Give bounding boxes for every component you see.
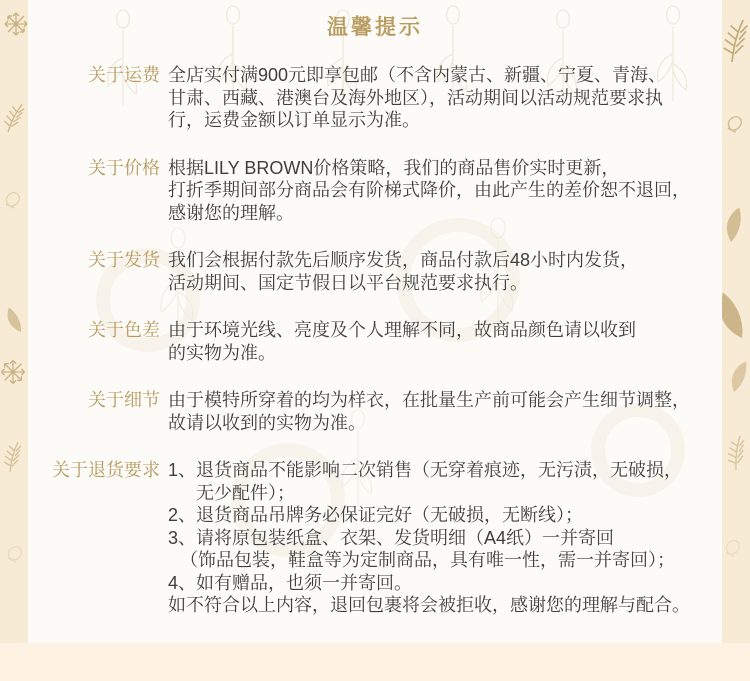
sections-list	[28, 64, 722, 617]
notice-section-return-policy	[28, 459, 722, 617]
notice-section-delivery	[28, 249, 722, 294]
section-body-delivery	[168, 249, 638, 294]
notice-line: 故请以收到的实物为准。	[168, 412, 366, 433]
notice-line: 全店实付满900元即享包邮（不含内蒙古、新疆、宁夏、青海、	[168, 65, 667, 85]
notice-section-shipping	[28, 64, 722, 132]
notice-content	[28, 0, 722, 617]
notice-line: 打折季期间部分商品会有阶梯式降价，由此产生的差价恕不退回，	[168, 180, 690, 200]
section-body-details	[168, 389, 690, 434]
notice-line: 行，运费金额以订单显示为准。	[168, 110, 420, 130]
notice-section-pricing	[28, 157, 722, 225]
notice-line: 1、退货商品不能影响二次销售（无穿着痕迹，无污渍，无破损，	[168, 460, 683, 480]
notice-line: 如不符合以上内容，退回包裹将会被拒收，感谢您的理解与配合。	[168, 595, 690, 615]
section-label-pricing: 关于价格	[88, 157, 160, 178]
notice-line: 甘肃、西藏、港澳台及海外地区），活动期间以活动规范要求执	[168, 87, 663, 108]
notice-line: 的实物为准。	[168, 342, 276, 363]
section-label-details: 关于细节	[88, 390, 160, 410]
floral-border-right	[722, 0, 750, 643]
notice-line: 无少配件）；	[196, 482, 295, 503]
notice-line: 4、如有赠品，也须一并寄回。	[168, 572, 413, 593]
notice-line: 活动期间、国定节假日以平台规范要求执行。	[168, 272, 528, 293]
page-title: 温馨提示	[327, 16, 423, 39]
content-panel	[28, 0, 722, 643]
section-body-pricing	[168, 157, 690, 225]
notice-line: 3、请将原包装纸盒、衣架、发货明细（A4纸）一并寄回	[168, 527, 615, 548]
notice-line: （饰品包装，鞋盒等为定制商品，具有唯一性，需一并寄回）；	[180, 550, 675, 570]
section-label-return-policy: 关于退货要求	[52, 460, 160, 480]
notice-section-details	[28, 389, 722, 434]
section-label-shipping: 关于运费	[88, 65, 160, 85]
section-label-color-difference: 关于色差	[88, 320, 160, 340]
notice-line: 2、退货商品吊牌务必保证完好（无破损，无断线）；	[168, 505, 584, 525]
notice-line: 由于模特所穿着的均为样衣，在批量生产前可能会产生细节调整，	[168, 390, 690, 410]
notice-line: 根据LILY BROWN价格策略，我们的商品售价实时更新，	[168, 157, 620, 178]
section-body-shipping	[168, 64, 666, 132]
notice-line: 我们会根据付款先后顺序发货，商品付款后48小时内发货，	[168, 250, 639, 270]
notice-section-color-difference	[28, 319, 722, 364]
notice-line: 由于环境光线、亮度及个人理解不同，故商品颜色请以收到	[168, 320, 636, 340]
notice-line: 感谢您的理解。	[168, 202, 294, 223]
section-body-color-difference	[168, 319, 636, 364]
section-label-delivery: 关于发货	[88, 250, 160, 270]
floral-border-left	[0, 0, 28, 643]
section-body-return-policy	[168, 459, 690, 617]
